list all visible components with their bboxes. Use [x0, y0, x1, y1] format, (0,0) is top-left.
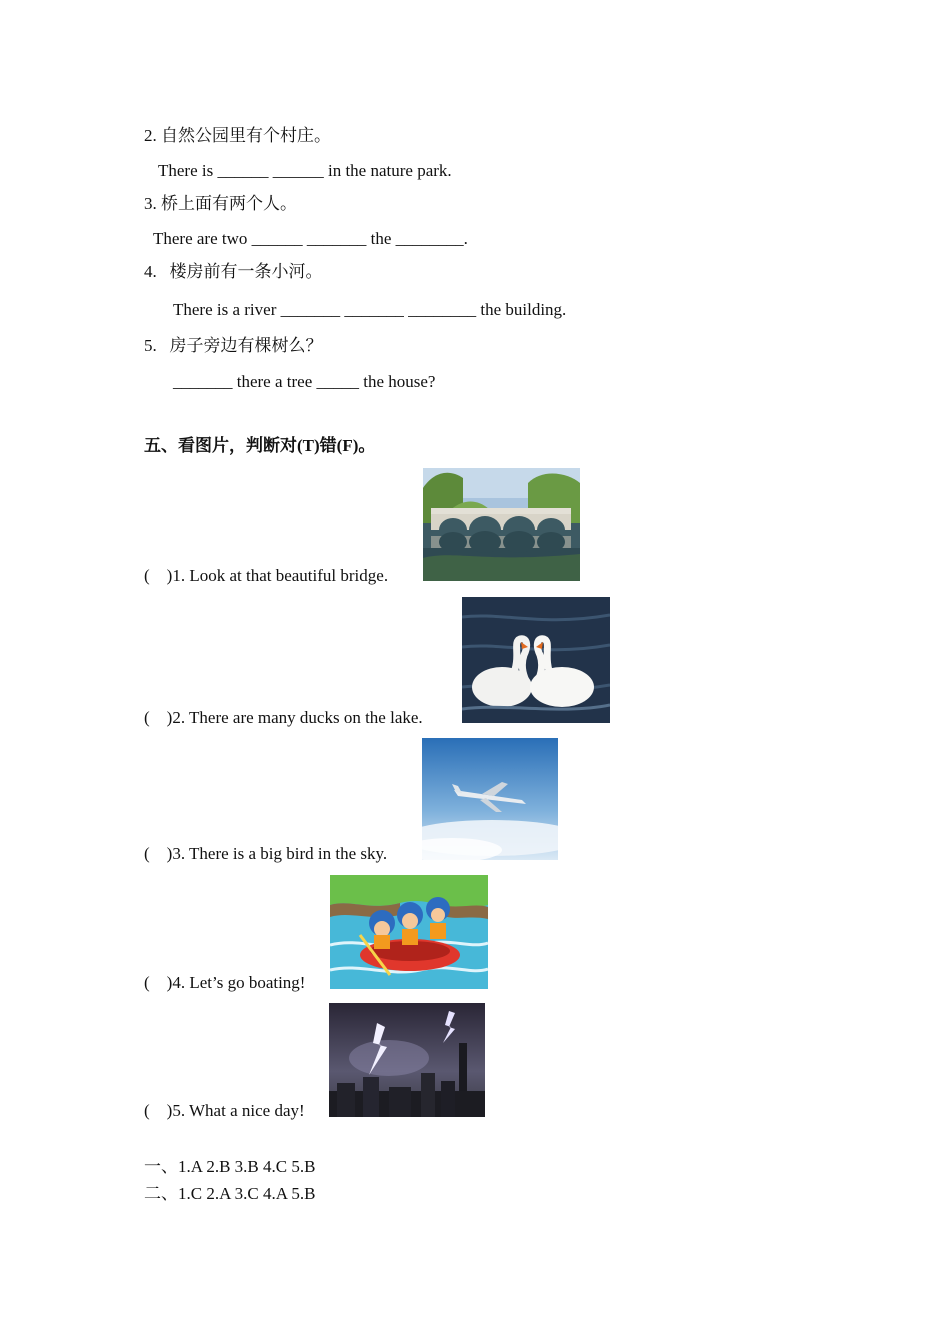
question-3-chinese: 3. 桥上面有两个人。: [144, 194, 297, 213]
true-false-item-3: ( )3. There is a big bird in the sky.: [144, 844, 388, 863]
two-swans-photo: [462, 597, 610, 723]
true-false-item-2: ( )2. There are many ducks on the lake.: [144, 708, 423, 727]
answer-key-line-1: 一、1.A 2.B 3.B 4.C 5.B: [144, 1157, 316, 1176]
kids-rafting-cartoon: [330, 875, 488, 989]
section-5-title: 五、看图片，判断对(T)错(F)。: [144, 436, 376, 455]
question-2-english: There is ______ ______ in the nature park.: [158, 161, 452, 180]
arched-stone-bridge-photo: [423, 468, 580, 581]
airplane-in-sky-photo: [422, 738, 558, 860]
true-false-item-1: ( )1. Look at that beautiful bridge.: [144, 566, 389, 585]
answer-key-line-2: 二、1.C 2.A 3.C 4.A 5.B: [144, 1184, 316, 1203]
true-false-item-4: ( )4. Let’s go boating!: [144, 973, 306, 992]
question-3-english: There are two ______ _______ the ________.: [153, 229, 468, 248]
question-5-english: _______ there a tree _____ the house?: [173, 372, 436, 391]
lightning-storm-city-photo: [329, 1003, 485, 1117]
question-5-chinese: 5. 房子旁边有棵树么？: [144, 336, 323, 355]
question-4-english: There is a river _______ _______ ________ the building.: [173, 300, 567, 319]
question-4-chinese: 4. 楼房前有一条小河。: [144, 262, 323, 281]
true-false-item-5: ( )5. What a nice day!: [144, 1101, 305, 1120]
question-2-chinese: 2. 自然公园里有个村庄。: [144, 126, 331, 145]
